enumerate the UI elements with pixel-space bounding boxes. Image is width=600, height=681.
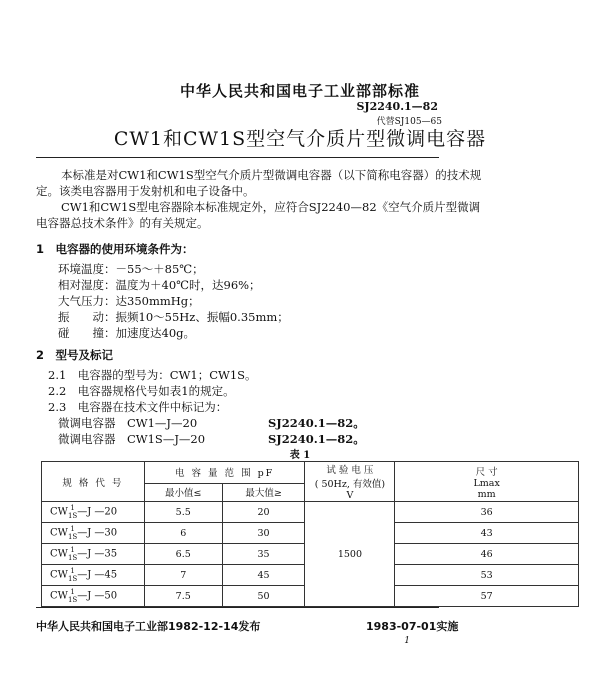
model-suffix: —J —20 (77, 506, 118, 518)
model-suffix: —J —35 (77, 548, 118, 560)
max-value-cell: 35 (222, 544, 305, 565)
model-sup: 1 (70, 525, 75, 533)
marking-example-2: 微调电容器 CW1S—J—20 (58, 432, 206, 446)
header-min-value: 最小值≤ (144, 483, 222, 501)
test-voltage-cell: 1500 (305, 502, 395, 607)
intro-line-2: 定。该类电容器用于发射机和电子设备中。 (36, 184, 255, 198)
model-sub: 1S (67, 575, 78, 583)
header-capacitance-range: 电 容 量 范 围 pF (144, 462, 305, 484)
env-pressure: 大气压力：达350mmHg； (58, 294, 200, 308)
model-sup: 1 (70, 546, 75, 554)
env-humidity: 相对湿度：温度为＋40℃时，达96%； (58, 278, 261, 292)
model-prefix: CW (50, 590, 68, 602)
dimension-cell: 53 (395, 565, 579, 586)
spec-table (41, 461, 579, 607)
marking-example-2-code: SJ2240.1—82。 (268, 432, 365, 446)
header-rule (36, 157, 439, 158)
model-code-cell (42, 523, 145, 544)
max-value-cell: 20 (222, 502, 305, 523)
intro-line-1: 本标准是对CW1和CW1S型空气介质片型微调电容器（以下简称电容器）的技术规 (61, 168, 482, 182)
marking-example-1: 微调电容器 CW1—J—20 (58, 416, 198, 430)
intro-line-3: CW1和CW1S型电容器除本标准规定外，应符合SJ2240—82《空气介质片型微调 (61, 200, 481, 214)
model-code-cell (42, 586, 145, 607)
env-temperature: 环境温度：－55～＋85℃； (58, 262, 204, 276)
model-prefix: CW (50, 548, 68, 560)
min-value-cell: 7.5 (144, 586, 222, 607)
min-value-cell: 6 (144, 523, 222, 544)
header-dimension-line3: mm (477, 488, 496, 500)
section-1-heading: 1 电容器的使用环境条件为： (36, 242, 194, 256)
section-2-heading: 2 型号及标记 (36, 348, 114, 362)
header-max-value: 最大值≥ (222, 483, 305, 501)
model-code-cell (42, 544, 145, 565)
min-value-cell: 6.5 (144, 544, 222, 565)
model-suffix: —J —30 (77, 527, 118, 539)
model-sub: 1S (67, 596, 78, 604)
item-2-2: 2.2 电容器规格代号如表1的规定。 (48, 384, 235, 398)
header-test-voltage-line3: V (346, 490, 354, 501)
max-value-cell: 50 (222, 586, 305, 607)
model-sub: 1S (67, 533, 78, 541)
model-prefix: CW (50, 569, 68, 581)
table-row (42, 502, 579, 523)
model-prefix: CW (50, 527, 68, 539)
issuing-authority-title: 中华人民共和国电子工业部部标准 (179, 82, 420, 100)
dimension-cell: 46 (395, 544, 579, 565)
header-dimension-line2: Lmax (473, 477, 500, 489)
header-model-code: 规 格 代 号 (42, 462, 145, 502)
model-code-cell (42, 565, 145, 586)
max-value-cell: 45 (222, 565, 305, 586)
intro-line-4: 电容器总技术条件》的有关规定。 (36, 216, 209, 230)
max-value-cell: 30 (222, 523, 305, 544)
header-test-voltage-line1: 试 验 电 压 (326, 465, 374, 476)
table-caption: 表 1 (289, 450, 311, 461)
dimension-cell: 57 (395, 586, 579, 607)
min-value-cell: 7 (144, 565, 222, 586)
item-2-3: 2.3 电容器在技术文件中标记为： (48, 400, 228, 414)
model-sup: 1 (70, 567, 75, 575)
model-prefix: CW (50, 506, 68, 518)
header-test-voltage (305, 462, 395, 502)
footer-rule (36, 607, 439, 608)
item-2-1: 2.1 电容器的型号为：CW1；CW1S。 (48, 368, 257, 382)
model-sub: 1S (67, 554, 78, 562)
replaces-standard: 代替SJ105—65 (376, 117, 442, 127)
env-vibration: 振 动：振频10～55Hz、振幅0.35mm； (58, 310, 289, 324)
model-suffix: —J —50 (77, 590, 118, 602)
header-dimension (395, 462, 579, 502)
dimension-cell: 43 (395, 523, 579, 544)
marking-example-1-code: SJ2240.1—82。 (268, 416, 365, 430)
header-dimension-line1: 尺 寸 (475, 466, 498, 478)
model-sup: 1 (70, 504, 75, 512)
issue-date: 中华人民共和国电子工业部1982-12-14发布 (36, 620, 261, 633)
model-code-cell (42, 502, 145, 523)
model-suffix: —J —45 (77, 569, 118, 581)
standard-code: SJ2240.1—82 (356, 100, 438, 113)
effective-date: 1983-07-01实施 (366, 620, 459, 633)
dimension-cell: 36 (395, 502, 579, 523)
document-title: CW1和CW1S型空气介质片型微调电容器 (113, 128, 487, 150)
model-sub: 1S (67, 512, 78, 520)
env-shock: 碰 撞：加速度达40g。 (58, 326, 195, 340)
model-sup: 1 (70, 588, 75, 596)
min-value-cell: 5.5 (144, 502, 222, 523)
header-test-voltage-line2: ( 50Hz, 有效值) (314, 479, 386, 490)
page-number: 1 (404, 636, 410, 646)
